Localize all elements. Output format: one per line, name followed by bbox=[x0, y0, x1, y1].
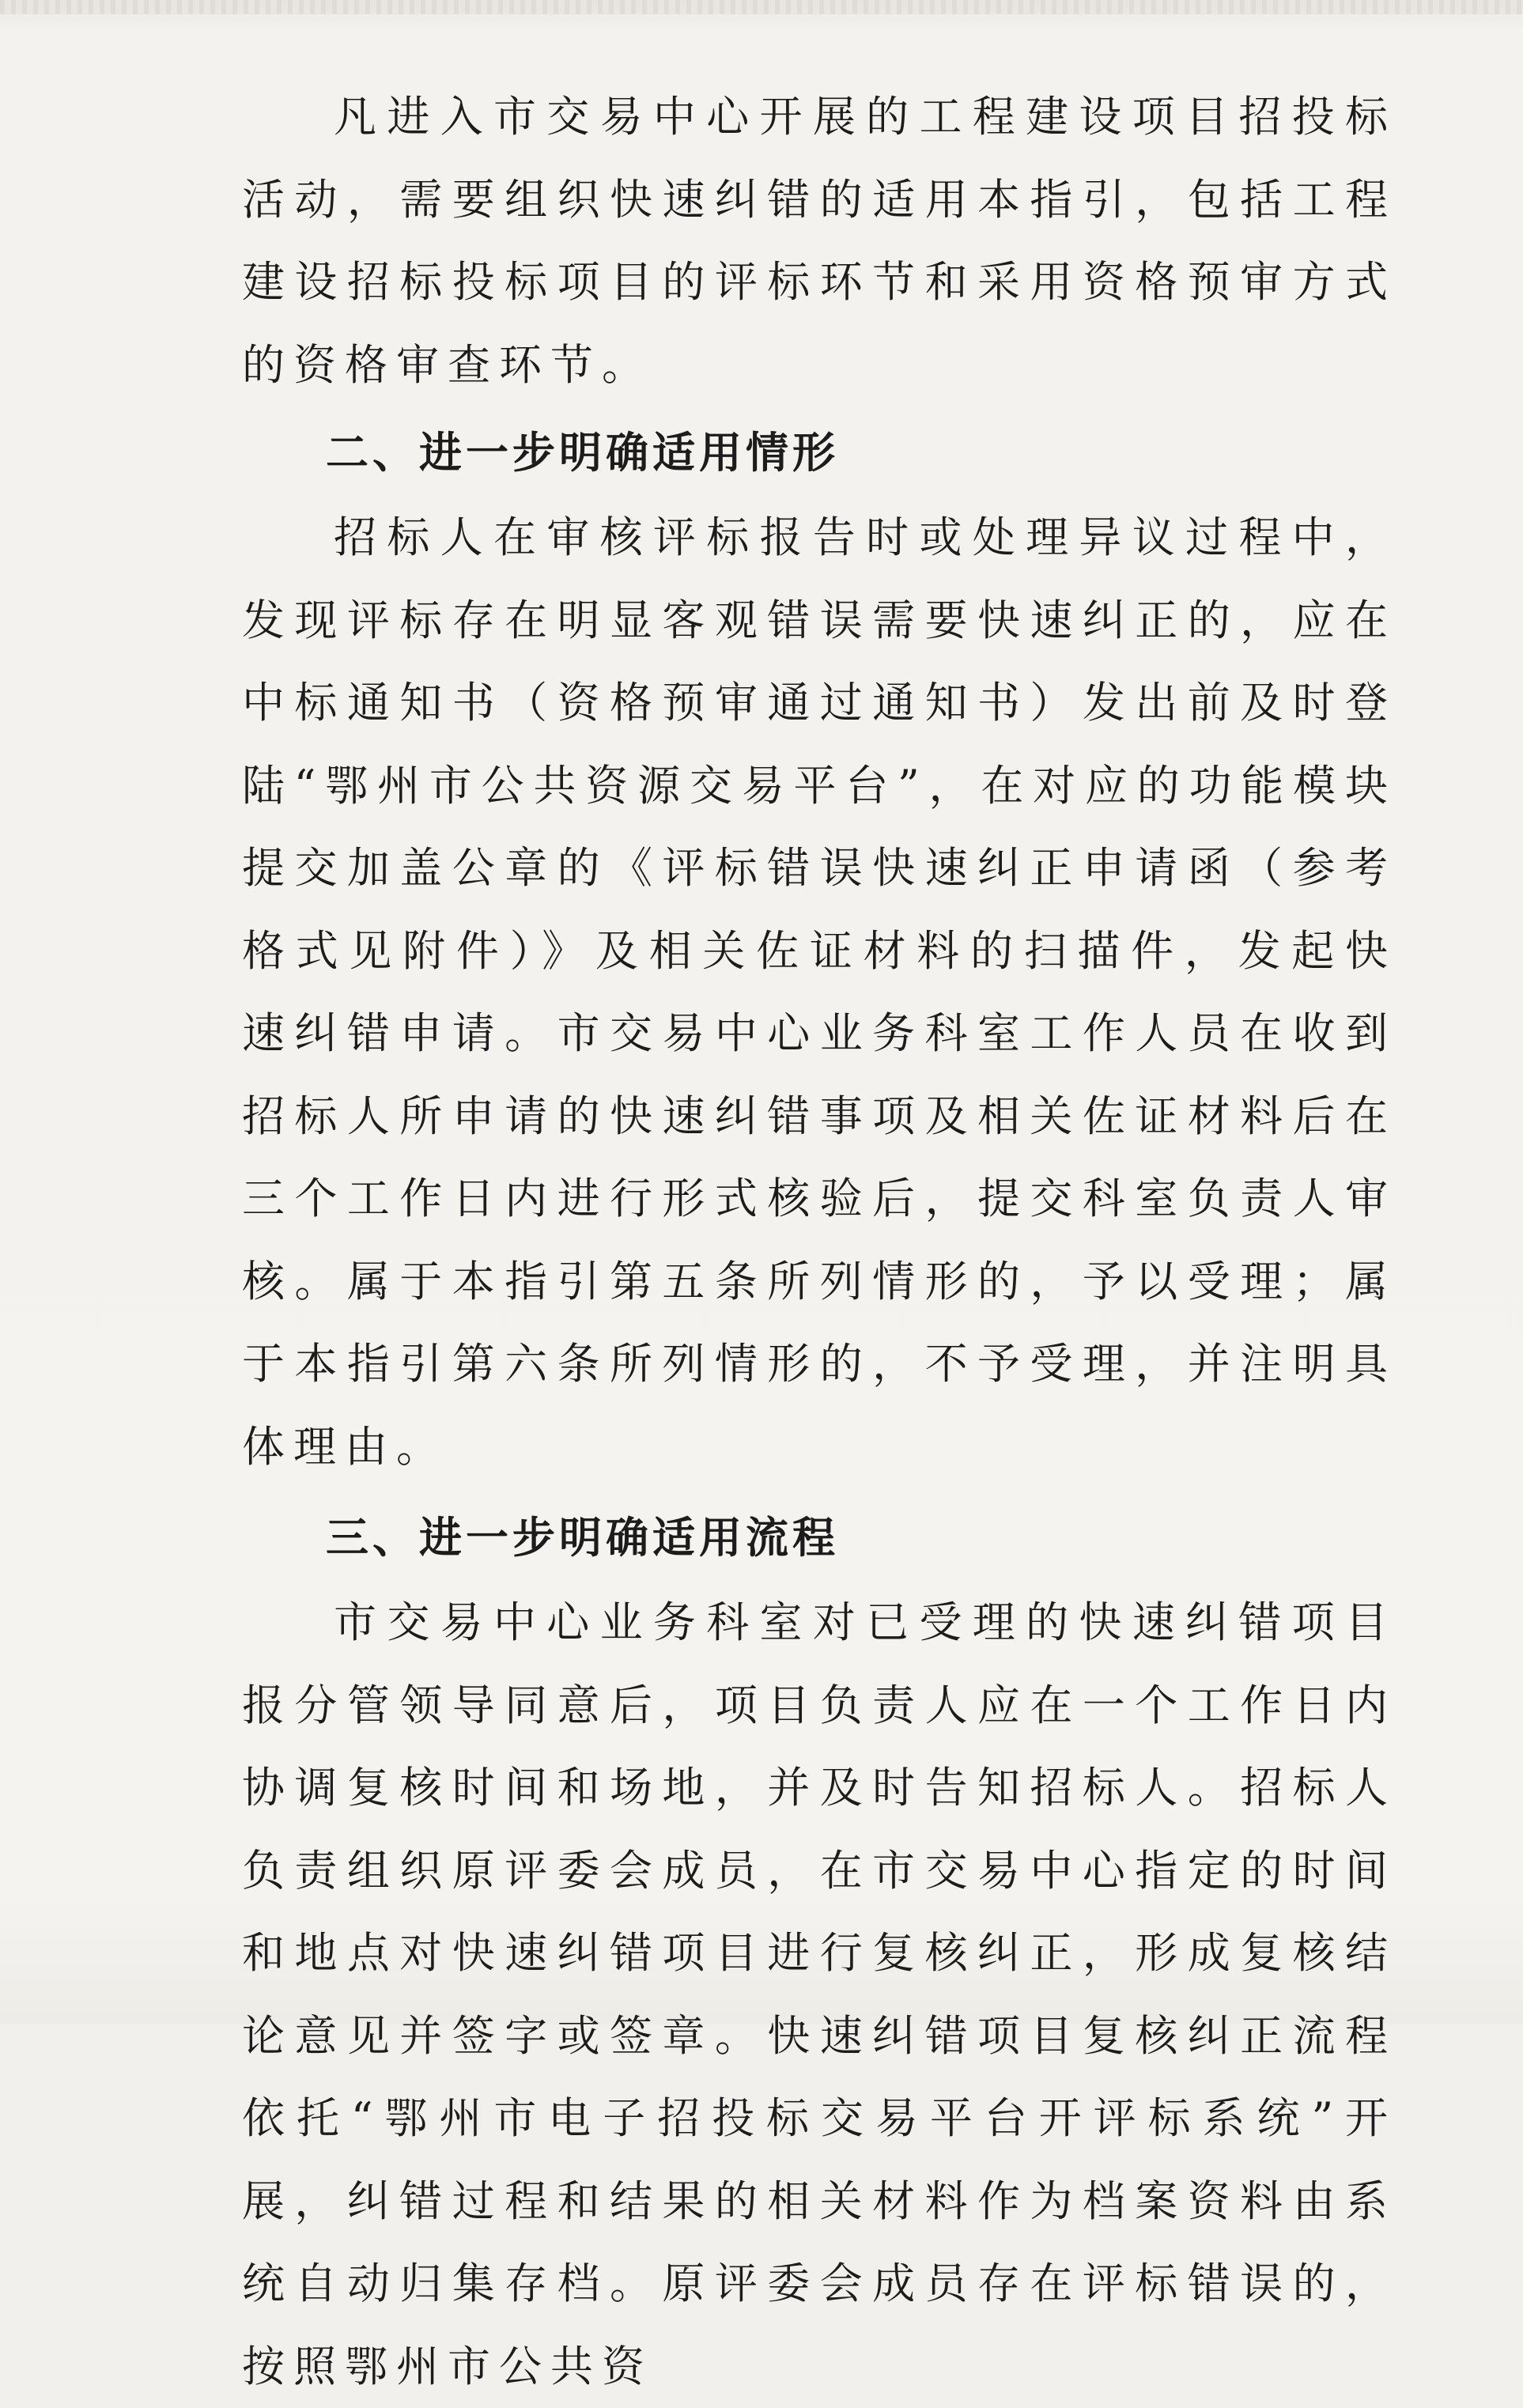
document-body bbox=[242, 76, 1396, 2408]
paragraph-applicable-process: 市交易中心业务科室对已受理的快速纠错项目报分管领导同意后，项目负责人应在一个工作日内协调复核时间和场地，并及时告知招标人。招标人负责组织原评委会成员，在市交易中心指定的时间和地点对快速纠错项目进行复核纠正，形成复核结论意见并签字或签章。快速纠错项目复核纠正流程依托“鄂州市电子招投标交易平台开评标系统”开展，纠错过程和结果的相关材料作为档案资料由系统自动归集存档。原评委会成员存在评标错误的，按照鄂州市公共资 bbox=[242, 1597, 1396, 2391]
section-heading-applicable-situations: 二、进一步明确适用情形 bbox=[326, 428, 839, 478]
section-heading-applicable-process: 三、进一步明确适用流程 bbox=[326, 1513, 839, 1563]
scan-edge-strip bbox=[0, 0, 1523, 14]
paragraph-scope: 凡进入市交易中心开展的工程建设项目招投标活动，需要组织快速纠错的适用本指引，包括工程建设招标投标项目的评标环节和采用资格预审方式的资格审查环节。 bbox=[242, 92, 1396, 390]
paragraph-applicable-situations: 招标人在审核评标报告时或处理异议过程中，发现评标存在明显客观错误需要快速纠正的，应在中标通知书（资格预审通过通知书）发出前及时登陆“鄂州市公共资源交易平台”，在对应的功能模块提交加盖公章的《评标错误快速纠正申请函（参考格式见附件）》及相关佐证材料的扫描件，发起快速纠错申请。市交易中心业务科室工作人员在收到招标人所申请的快速纠错事项及相关佐证材料后在三个工作日内进行形式核验后，提交科室负责人审核。属于本指引第五条所列情形的，予以受理；属于本指引第六条所列情形的，不予受理，并注明具体理由。 bbox=[242, 512, 1396, 1472]
